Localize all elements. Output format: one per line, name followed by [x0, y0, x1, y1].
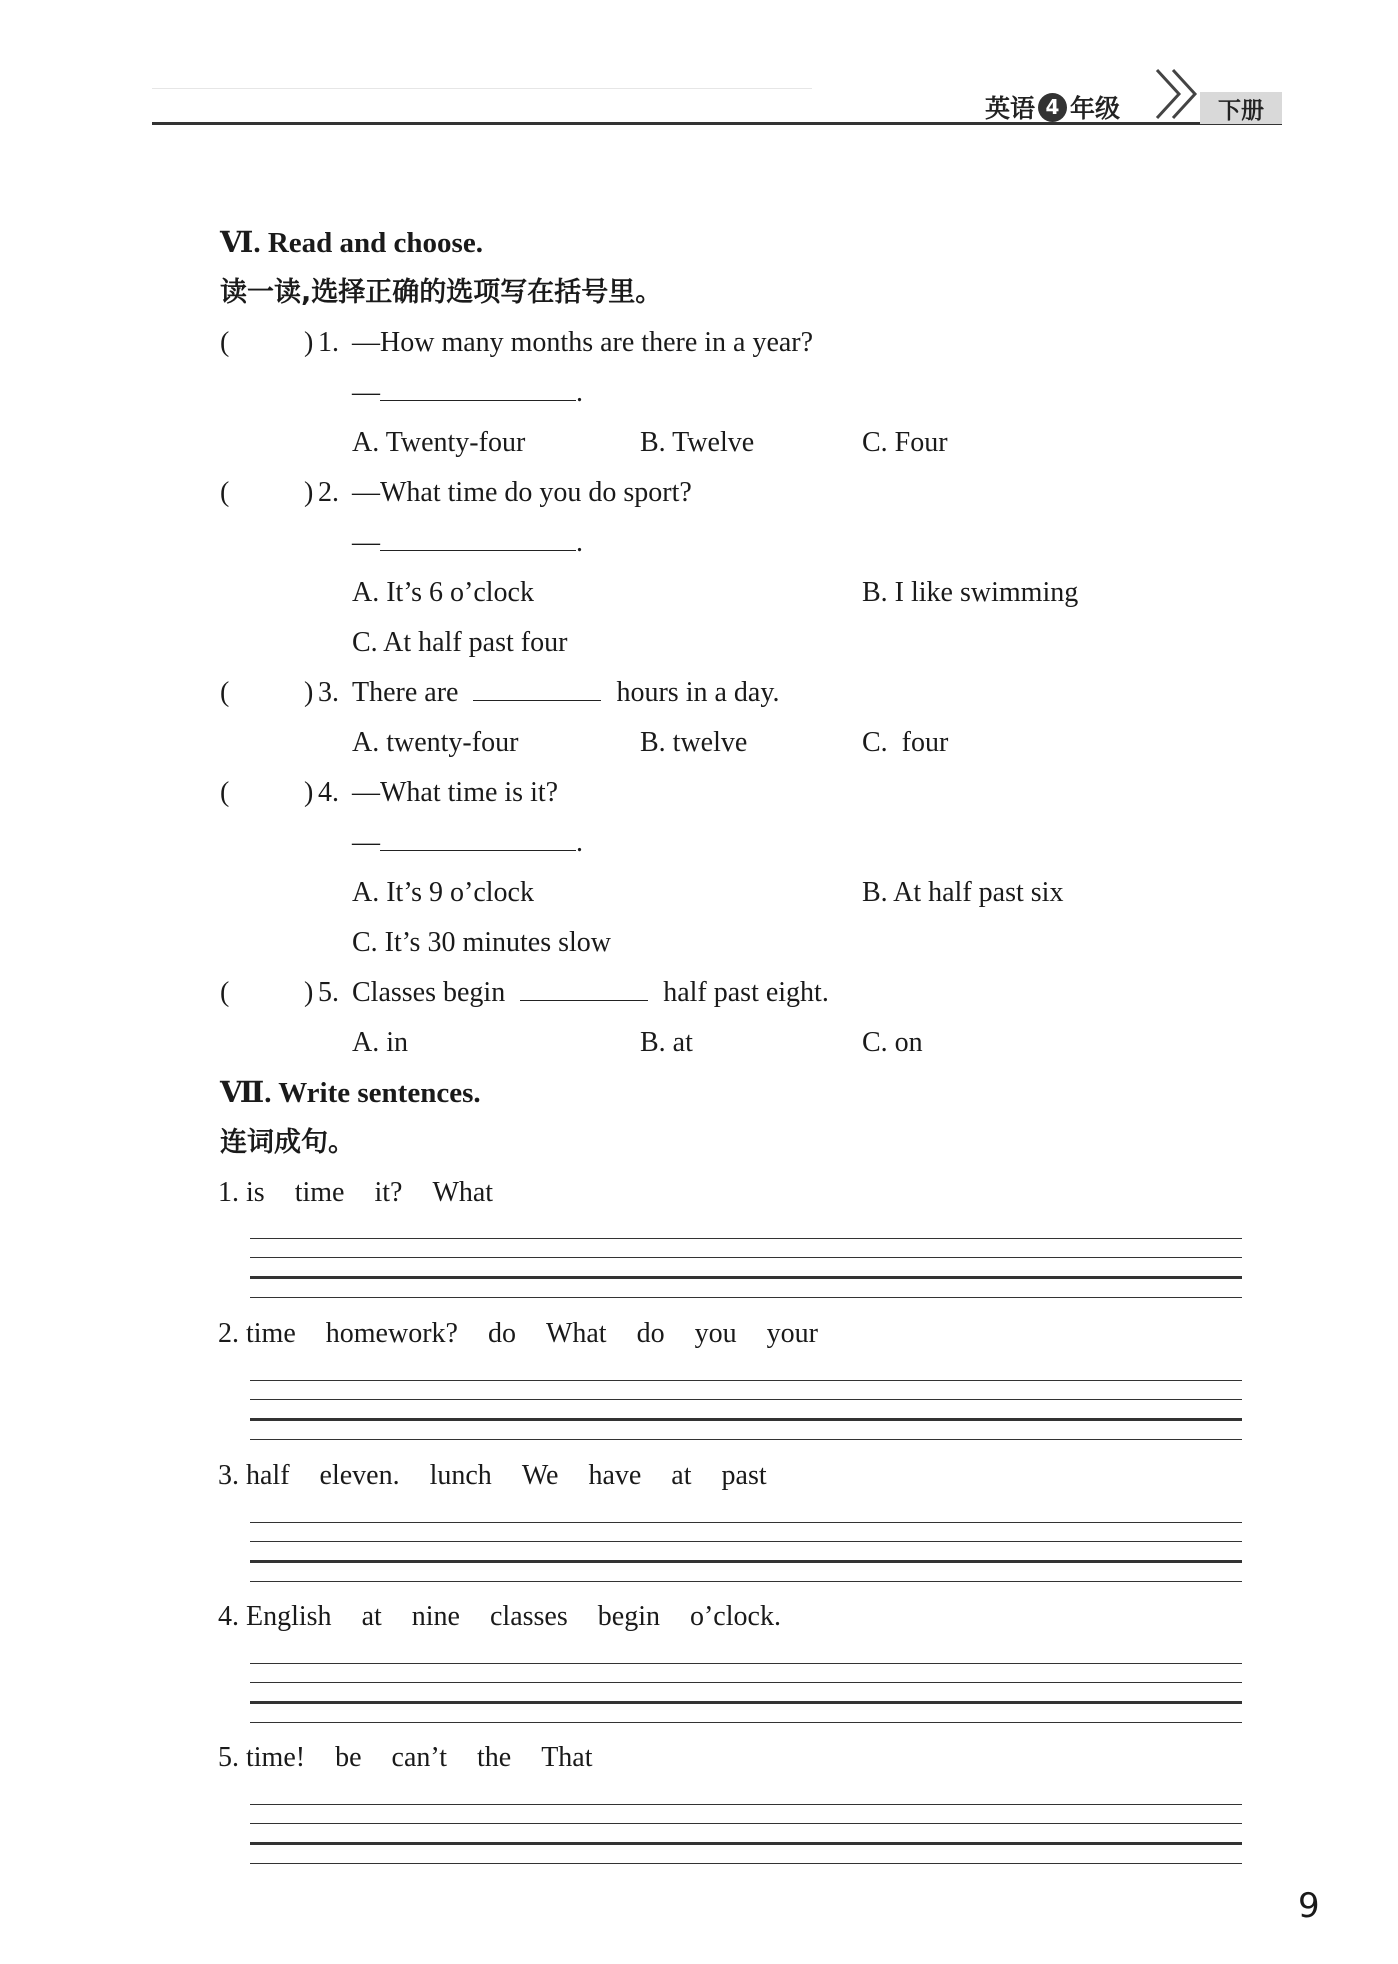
q2-option-a: A. It’s 6 o’clock	[352, 577, 534, 608]
q4-bracket-close: )	[304, 777, 314, 808]
q5-bracket-close: )	[304, 977, 314, 1008]
word: We	[521, 1460, 559, 1491]
q3-blank[interactable]	[473, 676, 601, 701]
q5-bracket-open: (	[220, 977, 230, 1008]
sentence-item-4	[218, 1600, 811, 1634]
q5-option-a: A. in	[352, 1027, 408, 1058]
q2-option-c: C. At half past four	[352, 627, 568, 658]
word: have	[588, 1460, 642, 1491]
header-grade-suffix: 年级	[1070, 94, 1121, 123]
word: That	[541, 1742, 593, 1773]
q2-question: —What time do you do sport?	[352, 477, 692, 508]
header-ghost-line	[152, 88, 812, 89]
q4-answer-line: — .	[352, 827, 583, 858]
header-subject-grade	[985, 90, 1120, 124]
q3-bracket-close: )	[304, 677, 314, 708]
word: do	[636, 1318, 665, 1349]
word: o’clock.	[689, 1601, 781, 1632]
q4-number: 4.	[318, 777, 339, 808]
word: time!	[246, 1742, 306, 1773]
q4-bracket-open: (	[220, 777, 230, 808]
word: nine	[411, 1601, 460, 1632]
q1-blank[interactable]	[380, 376, 576, 401]
q2-blank[interactable]	[380, 526, 576, 551]
q2-answer-dash: —	[352, 527, 380, 558]
word: you	[694, 1318, 737, 1349]
q3-option-a: A. twenty-four	[352, 727, 519, 758]
word: past	[721, 1460, 767, 1491]
section7-instruction: 连词成句。	[220, 1127, 355, 1158]
word: be	[335, 1742, 362, 1773]
word: begin	[597, 1601, 660, 1632]
word: your	[766, 1318, 818, 1349]
sentence-item-2	[218, 1317, 848, 1351]
word: at	[671, 1460, 692, 1491]
q4-option-c: C. It’s 30 minutes slow	[352, 927, 612, 958]
q3-option-c: C. four	[862, 727, 949, 758]
q4-question: —What time is it?	[352, 777, 559, 808]
q3-pre: There are	[352, 677, 459, 708]
q5-number: 5.	[318, 977, 339, 1008]
item-number: 3.	[218, 1460, 239, 1491]
q1-bracket-open: (	[220, 327, 230, 358]
q4-option-a: A. It’s 9 o’clock	[352, 877, 534, 908]
word: classes	[490, 1601, 568, 1632]
section6-instruction: 读一读,选择正确的选项写在括号里。	[220, 277, 663, 308]
q3-sentence	[352, 676, 780, 710]
q2-bracket-open: (	[220, 477, 230, 508]
item-number: 5.	[218, 1742, 239, 1773]
q2-option-b: B. I like swimming	[862, 577, 1079, 608]
word: eleven.	[319, 1460, 400, 1491]
word: it?	[374, 1177, 403, 1208]
word: the	[476, 1742, 512, 1773]
word: English	[246, 1601, 332, 1632]
q1-option-a: A. Twenty-four	[352, 427, 526, 458]
q1-answer-line: — .	[352, 377, 583, 408]
word: time	[246, 1318, 296, 1349]
q1-question: —How many months are there in a year?	[352, 327, 814, 358]
q1-number: 1.	[318, 327, 339, 358]
header-volume: 下册	[1200, 92, 1282, 124]
q5-option-b: B. at	[640, 1027, 693, 1058]
word: do	[487, 1318, 516, 1349]
q3-bracket-open: (	[220, 677, 230, 708]
q4-answer-dash: —	[352, 827, 380, 858]
q5-post: half past eight.	[663, 977, 829, 1008]
q5-option-c: C. on	[862, 1027, 923, 1058]
q4-option-b: B. At half past six	[862, 877, 1064, 908]
word: half	[246, 1460, 290, 1491]
word: homework?	[325, 1318, 458, 1349]
q5-pre: Classes begin	[352, 977, 506, 1008]
q3-option-b: B. twelve	[640, 727, 748, 758]
header-subject: 英语	[985, 94, 1036, 123]
sentence-item-1	[218, 1176, 523, 1210]
page-number: 9	[1298, 1886, 1320, 1926]
q2-answer-line: — .	[352, 527, 583, 558]
q3-number: 3.	[318, 677, 339, 708]
word: lunch	[429, 1460, 492, 1491]
word: What	[545, 1318, 607, 1349]
q1-bracket-close: )	[304, 327, 314, 358]
sentence-item-5	[218, 1741, 623, 1775]
q5-sentence	[352, 976, 829, 1010]
double-chevron-icon	[1153, 66, 1203, 122]
word: can’t	[391, 1742, 447, 1773]
word: at	[361, 1601, 382, 1632]
item-number: 2.	[218, 1318, 239, 1349]
q1-answer-dash: —	[352, 377, 380, 408]
section7-title: Ⅶ. Write sentences.	[220, 1077, 481, 1109]
item-number: 4.	[218, 1601, 239, 1632]
word: time	[294, 1177, 345, 1208]
section6-title: Ⅵ. Read and choose.	[220, 227, 483, 259]
item-number: 1.	[218, 1177, 239, 1208]
q5-blank[interactable]	[520, 976, 648, 1001]
sentence-item-3	[218, 1459, 797, 1493]
q2-number: 2.	[318, 477, 339, 508]
q3-post: hours in a day.	[616, 677, 780, 708]
word: What	[432, 1177, 494, 1208]
q4-blank[interactable]	[380, 826, 576, 851]
word: is	[246, 1177, 265, 1208]
q1-option-c: C. Four	[862, 427, 948, 458]
q2-bracket-close: )	[304, 477, 314, 508]
q1-option-b: B. Twelve	[640, 427, 755, 458]
header-grade-number: 4	[1038, 93, 1067, 122]
